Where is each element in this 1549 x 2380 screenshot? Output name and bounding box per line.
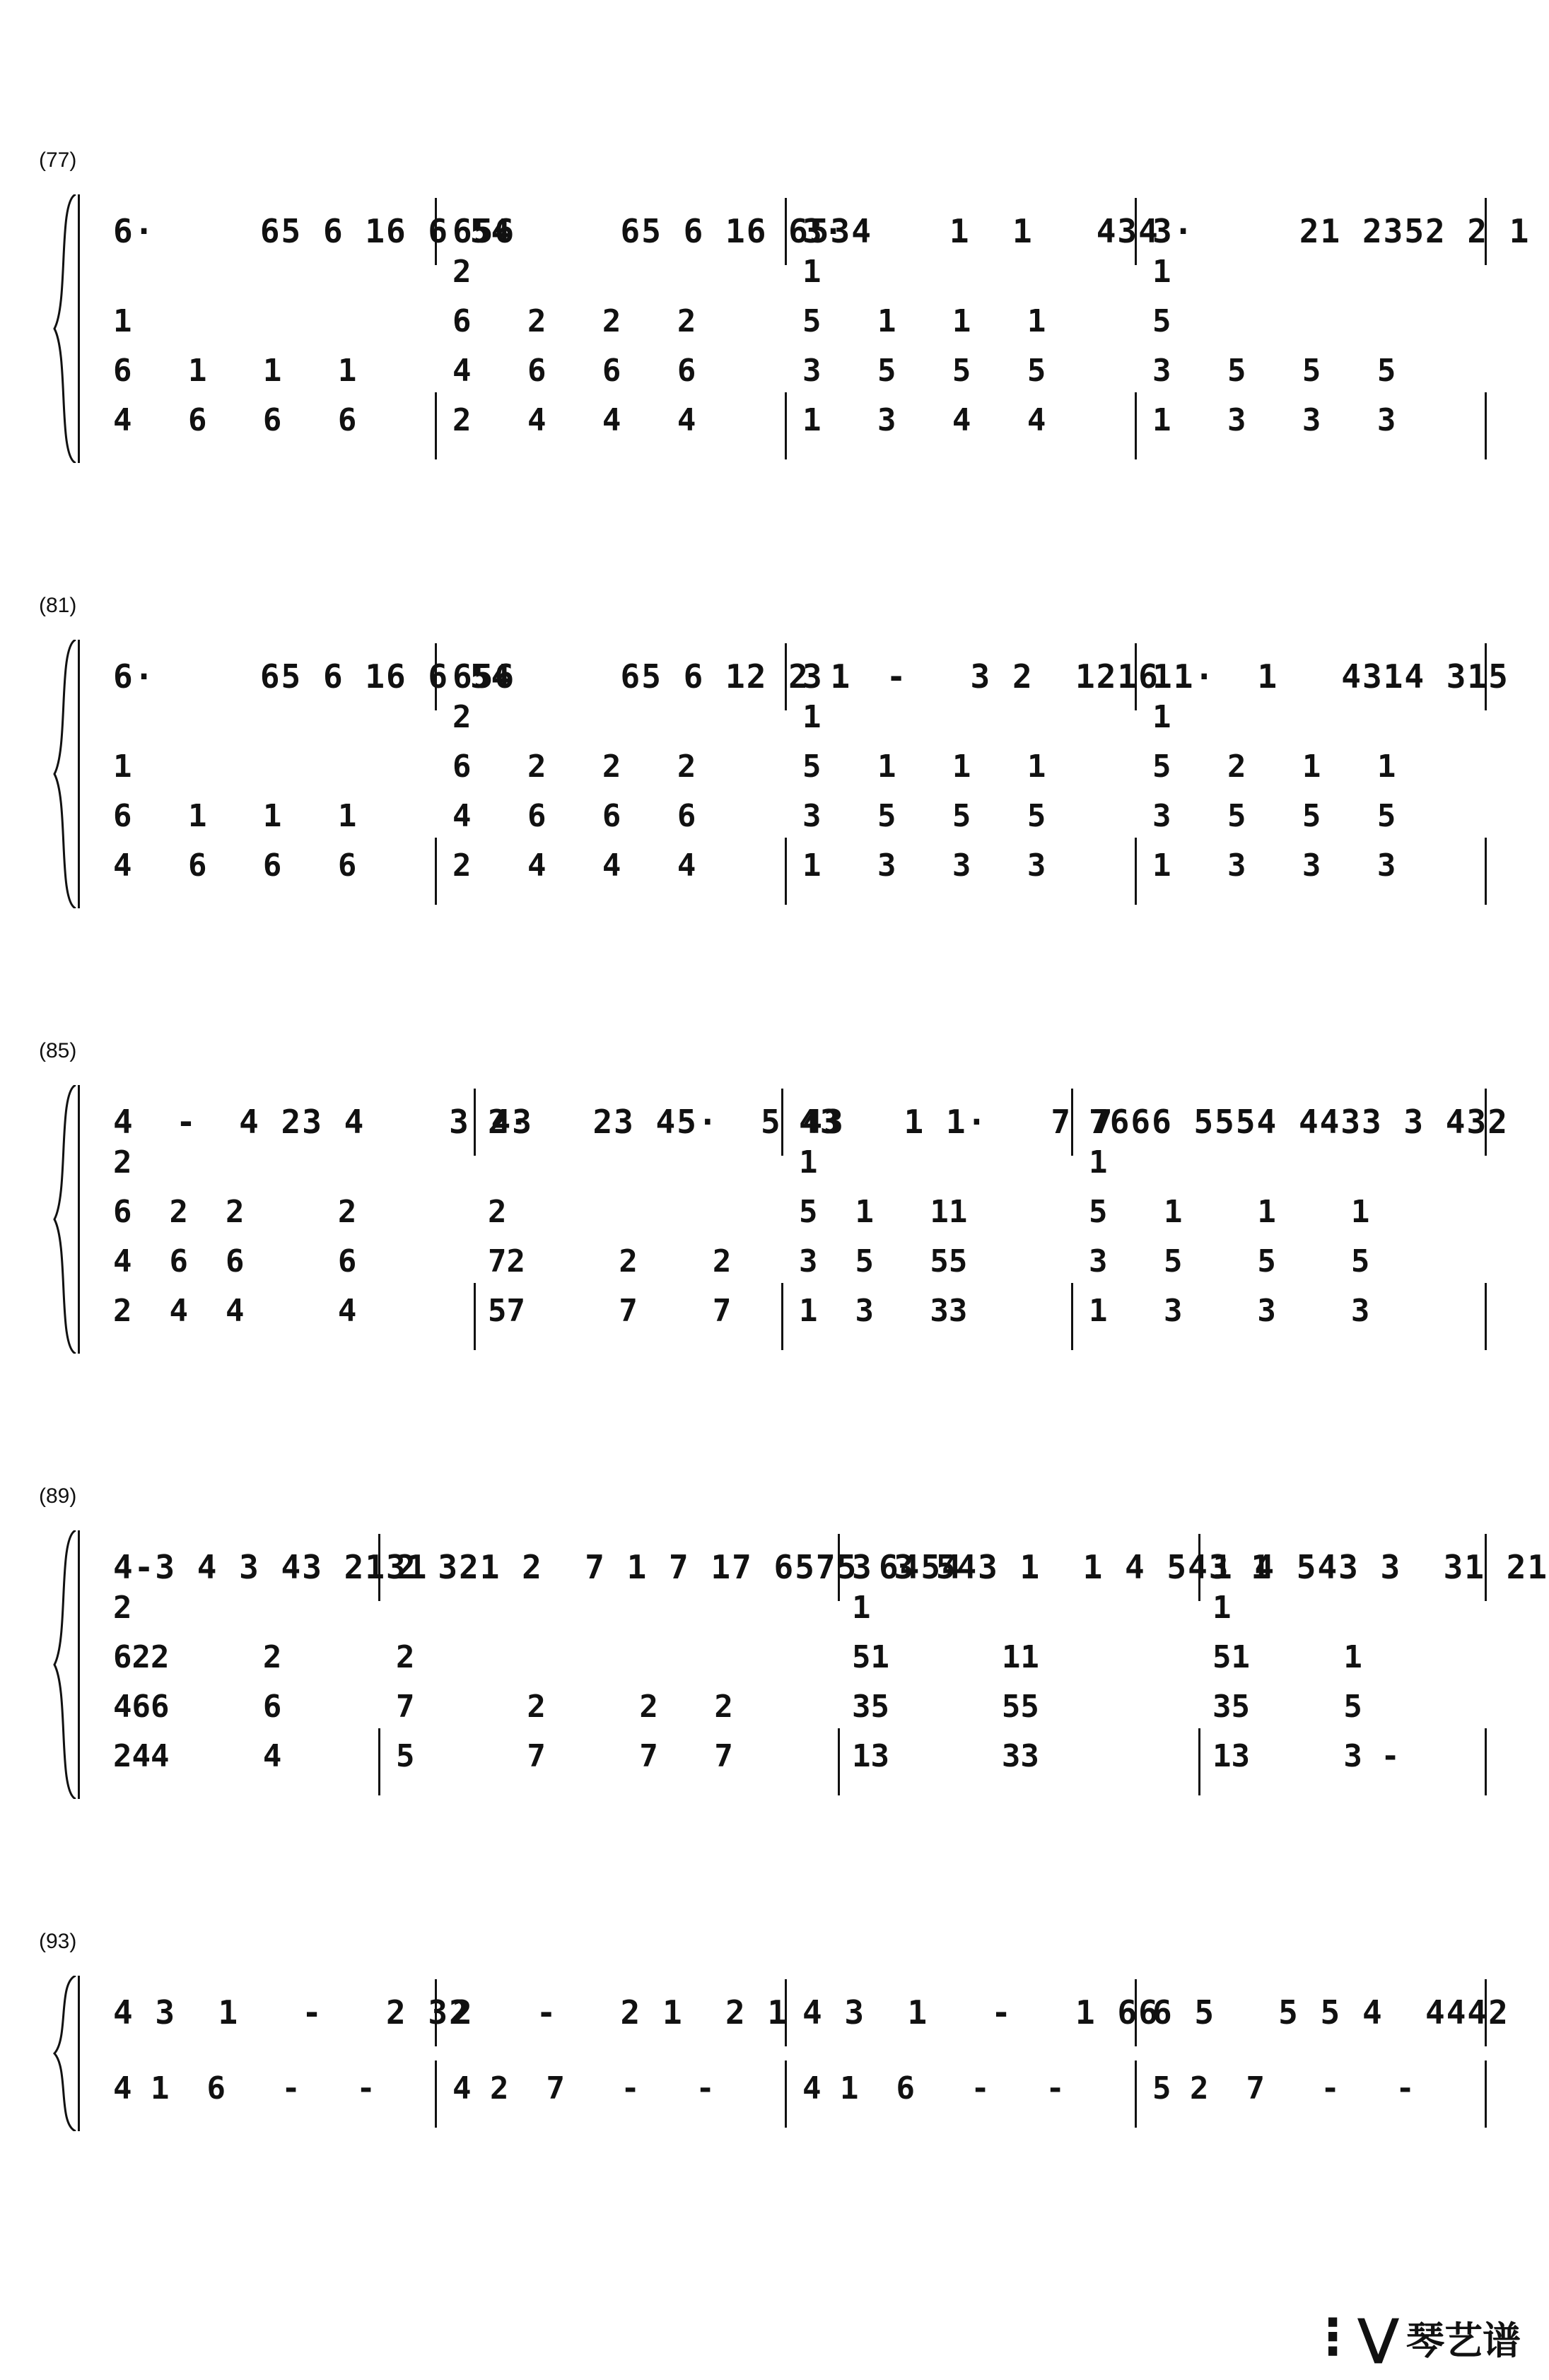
chord-row: 3 5 5 5: [1152, 798, 1396, 834]
chord-row: 1: [1152, 699, 1171, 735]
barline: [1135, 392, 1137, 459]
measure-number: (81): [39, 594, 77, 617]
accompaniment-measure: [488, 1188, 731, 1336]
chord-row: 4 6 6 6: [113, 1243, 357, 1279]
chord-row: 1: [802, 254, 822, 290]
logo-text: 琴艺谱: [1406, 2319, 1521, 2363]
barline: [1135, 2060, 1137, 2128]
score-system: [0, 587, 1549, 933]
melody-measure: 3· 21 2352 2 1: [1152, 212, 1531, 250]
barline: [1485, 392, 1487, 459]
chord-row: 622 2: [113, 1639, 282, 1675]
chord-row: 1: [113, 749, 132, 785]
barline: [1135, 838, 1137, 905]
accompaniment-measure: [1089, 1138, 1369, 1336]
accompaniment-measure: [1152, 2064, 1415, 2114]
accompaniment-measure: [452, 693, 696, 891]
melody-measure: 6 5 5 5 4 4442: [1152, 1993, 1509, 2032]
barline: [1485, 838, 1487, 905]
chord-row: 1 3 3 3: [1152, 848, 1396, 884]
chord-row: 244 4: [113, 1738, 282, 1774]
chord-row: 1: [1152, 254, 1171, 290]
accompaniment-measure: [113, 2064, 375, 2114]
chord-row: 72 2 2: [488, 1243, 732, 1279]
chord-row: 13 3 -: [1212, 1738, 1400, 1774]
chord-row: 2: [396, 1639, 415, 1675]
score-system: [0, 1032, 1549, 1378]
accompaniment-measure: [113, 742, 356, 891]
chord-row: 1: [802, 699, 822, 735]
measure-number: (77): [39, 148, 77, 172]
chord-row: 4 6 6 6: [452, 798, 696, 834]
accompaniment-measure: [802, 693, 1046, 891]
chord-row: 35 55: [852, 1689, 1039, 1725]
score-system: [0, 1923, 1549, 2156]
accompaniment-measure: [452, 2064, 715, 2114]
chord-row: 1 3 3 3: [1152, 402, 1396, 438]
chord-row: 51 11: [852, 1639, 1039, 1675]
accompaniment-measure: [802, 247, 1046, 445]
melody-measure: 11· 1 4314 315: [1152, 657, 1509, 696]
chord-row: 4 1 6 - -: [113, 2070, 375, 2106]
barline: [838, 1728, 840, 1795]
chord-row: 5 1 1 1: [1089, 1194, 1370, 1230]
measure-number: (85): [39, 1039, 77, 1062]
chord-row: 1: [1089, 1144, 1108, 1180]
chord-row: 5 7 7 7: [396, 1738, 733, 1774]
accompaniment-measure: [1152, 693, 1396, 891]
grand-staff-brace: [51, 1085, 79, 1354]
melody-measure: 656 65 6 16 6534: [452, 212, 872, 250]
grand-staff-brace: [51, 194, 79, 463]
chord-row: 5 1 1 1: [802, 303, 1046, 339]
chord-row: 3 5 5 5: [1152, 353, 1396, 389]
melody-measure: 3· 1 1 434: [802, 212, 1159, 250]
chord-row: 35 5: [1212, 1689, 1362, 1725]
melody-measure: 3 - 3 2 1216: [802, 657, 1159, 696]
chord-row: 4 1 6 - -: [802, 2070, 1065, 2106]
chord-row: 2: [113, 1144, 132, 1180]
accompaniment-measure: [113, 1583, 281, 1781]
melody-measure: 656 65 6 12 2 1: [452, 657, 852, 696]
melody-measure: 3 3 543 1 1 4 543 1: [852, 1548, 1272, 1586]
melody-measure: 1 4 543 3 31 21: [1212, 1548, 1549, 1586]
accompaniment-measure: [113, 297, 356, 445]
melody-measure: 4 - 4 23 4 3 43: [113, 1103, 533, 1141]
barline: [785, 838, 787, 905]
melody-measure: 2 321 2 7 1 7 17 6575 6454: [396, 1548, 963, 1586]
chord-row: 1 3 3 3: [802, 848, 1046, 884]
chord-row: 1: [1212, 1590, 1232, 1626]
accompaniment-measure: [852, 1583, 1039, 1781]
barline: [1485, 1283, 1487, 1350]
chord-row: 13 33: [852, 1738, 1039, 1774]
barline: [378, 1728, 380, 1795]
chord-row: 1: [852, 1590, 871, 1626]
chord-row: 6 1 1 1: [113, 798, 357, 834]
chord-row: 3 5 5 5: [802, 798, 1046, 834]
chord-row: 2: [452, 699, 472, 735]
melody-measure: 6· 65 6 16 6 54: [113, 212, 513, 250]
chord-row: 2: [488, 1194, 507, 1230]
chord-row: 2: [452, 254, 472, 290]
site-logo: [1308, 2308, 1521, 2366]
qinzhipu-logo-icon: ⋮⋁: [1308, 2308, 1399, 2366]
chord-row: 1 3 33: [799, 1293, 968, 1329]
accompaniment-measure: [1152, 247, 1396, 445]
melody-measure: 4 3 1 - 1 66: [802, 1993, 1159, 2032]
chord-row: 7 2 2 2: [396, 1689, 733, 1725]
accompaniment-measure: [452, 247, 696, 445]
chord-row: 2 4 4 4: [452, 402, 696, 438]
chord-row: 6 2 2 2: [452, 303, 696, 339]
chord-row: 466 6: [113, 1689, 282, 1725]
chord-row: 5 1 1 1: [802, 749, 1046, 785]
measure-number: (93): [39, 1930, 77, 1953]
barline: [785, 2060, 787, 2128]
chord-row: 1: [799, 1144, 818, 1180]
chord-row: 6 2 2 2: [113, 1194, 357, 1230]
chord-row: 4 6 6 6: [452, 353, 696, 389]
barline: [435, 392, 437, 459]
barline: [1485, 2060, 1487, 2128]
chord-row: 4 6 6 6: [113, 402, 357, 438]
accompaniment-measure: [1212, 1583, 1400, 1781]
melody-measure: 4 3 1 - 2 32: [113, 1993, 470, 2032]
chord-row: 5 1 11: [799, 1194, 968, 1230]
chord-row: 3 5 5 5: [802, 353, 1046, 389]
chord-row: 5 2 7 - -: [1152, 2070, 1415, 2106]
chord-row: 51 1: [1212, 1639, 1362, 1675]
barline: [435, 838, 437, 905]
barline: [785, 392, 787, 459]
accompaniment-measure: [113, 1138, 356, 1336]
grand-staff-brace: [51, 640, 79, 908]
measure-number: (89): [39, 1484, 77, 1508]
barline: [1198, 1728, 1200, 1795]
melody-measure: 7666 5554 4433 3 432: [1089, 1103, 1509, 1141]
score-system: [0, 1477, 1549, 1824]
barline: [435, 2060, 437, 2128]
chord-row: 1 3 4 4: [802, 402, 1046, 438]
chord-row: 5: [1152, 303, 1171, 339]
chord-row: 4 6 6 6: [113, 848, 357, 884]
melody-measure: 6· 65 6 16 6 54: [113, 657, 513, 696]
chord-row: 2 4 4 4: [113, 1293, 357, 1329]
grand-staff-brace: [51, 1530, 79, 1799]
chord-row: 3 5 55: [799, 1243, 968, 1279]
barline: [474, 1283, 476, 1350]
melody-measure: 2· 23 45· 5 43: [488, 1103, 845, 1141]
chord-row: 4 2 7 - -: [452, 2070, 715, 2106]
chord-row: 6 2 2 2: [452, 749, 696, 785]
melody-measure: 43 1 1· 7 7: [799, 1103, 1114, 1141]
barline: [1071, 1283, 1073, 1350]
barline: [781, 1283, 783, 1350]
chord-row: 2: [113, 1590, 132, 1626]
chord-row: 1: [113, 303, 132, 339]
accompaniment-measure: [799, 1138, 967, 1336]
score-system: [0, 141, 1549, 488]
chord-row: 3 5 5 5: [1089, 1243, 1370, 1279]
chord-row: 1 3 3 3: [1089, 1293, 1370, 1329]
chord-row: 2 4 4 4: [452, 848, 696, 884]
chord-row: 5 2 1 1: [1152, 749, 1396, 785]
chord-row: 6 1 1 1: [113, 353, 357, 389]
melody-measure: 4-3 4 3 43 2131: [113, 1548, 428, 1586]
grand-staff-brace: [51, 1976, 79, 2131]
melody-measure: 2 - 2 1 2 1: [452, 1993, 789, 2032]
accompaniment-measure: [396, 1633, 733, 1781]
barline: [1485, 1728, 1487, 1795]
chord-row: 57 7 7: [488, 1293, 732, 1329]
accompaniment-measure: [802, 2064, 1065, 2114]
